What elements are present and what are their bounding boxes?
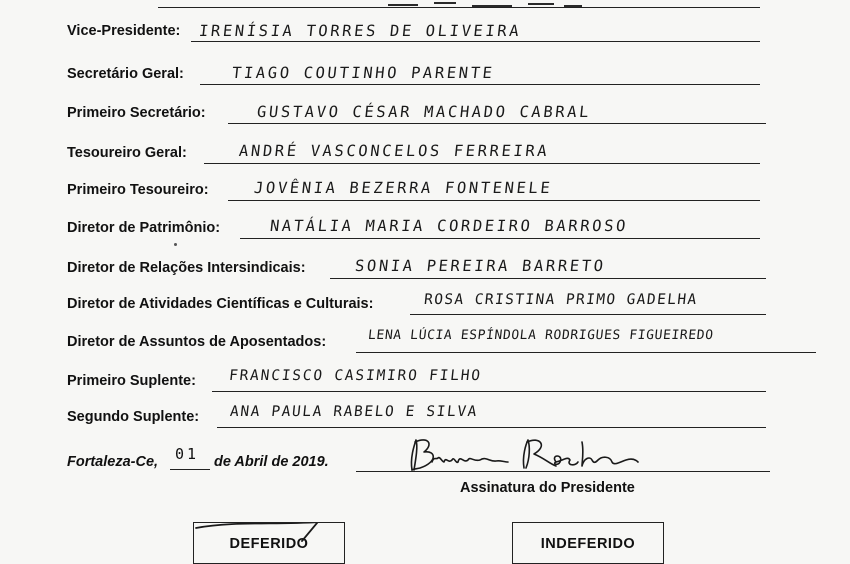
field-label: Segundo Suplente: <box>67 409 200 425</box>
row-primeiro-suplente <box>0 370 850 394</box>
handwritten-value: FRANCISCO CASIMIRO FILHO <box>228 368 483 384</box>
city-label: Fortaleza-Ce, <box>67 454 159 470</box>
field-label: Secretário Geral: <box>67 66 184 82</box>
president-signature <box>400 432 640 482</box>
row-vice-presidente <box>0 20 850 44</box>
field-label: Diretor de Atividades Científicas e Culturais: <box>67 296 374 312</box>
field-label: Vice-Presidente: <box>67 23 181 39</box>
row-secretario-geral <box>0 63 850 87</box>
cut-off-top-line <box>158 7 760 8</box>
rejected-box <box>512 522 664 564</box>
answer-line <box>191 41 760 42</box>
handwritten-value: ANA PAULA RABELO E SILVA <box>229 404 479 420</box>
signature-caption: Assinatura do Presidente <box>460 480 635 496</box>
answer-line <box>212 391 766 392</box>
field-label: Tesoureiro Geral: <box>67 145 187 161</box>
check-mark <box>194 523 344 563</box>
handwritten-value: NATÁLIA MARIA CORDEIRO BARROSO <box>269 217 629 235</box>
rejected-label: INDEFERIDO <box>540 536 636 552</box>
field-label: Primeiro Tesoureiro: <box>67 182 209 198</box>
handwritten-value: LENA LÚCIA ESPÍNDOLA RODRIGUES FIGUEIREDO <box>367 328 715 343</box>
answer-line <box>410 314 766 315</box>
row-primeiro-tesoureiro <box>0 179 850 203</box>
row-diretor-assuntos-aposentados <box>0 328 850 355</box>
handwritten-value: GUSTAVO CÉSAR MACHADO CABRAL <box>256 103 593 121</box>
handwritten-value: ANDRÉ VASCONCELOS FERREIRA <box>238 142 551 160</box>
month-year-label: de Abril de 2019. <box>214 454 329 470</box>
handwritten-value: SONIA PEREIRA BARRETO <box>354 257 607 275</box>
handwritten-value: TIAGO COUTINHO PARENTE <box>231 64 496 82</box>
answer-line <box>330 278 766 279</box>
handwritten-value: JOVÊNIA BEZERRA FONTENELE <box>253 179 554 197</box>
cut-off-handwriting <box>388 0 588 10</box>
answer-line <box>204 163 760 164</box>
approved-label: DEFERIDO <box>229 536 309 552</box>
row-tesoureiro-geral <box>0 142 850 166</box>
row-diretor-patrimonio <box>0 217 850 241</box>
answer-line <box>217 427 766 428</box>
field-label: Diretor de Assuntos de Aposentados: <box>67 334 327 350</box>
row-diretor-relacoes-intersindicais <box>0 257 850 281</box>
field-label: Diretor de Relações Intersindicais: <box>67 260 306 276</box>
row-primeiro-secretario <box>0 102 850 126</box>
field-label: Primeiro Secretário: <box>67 105 206 121</box>
answer-line <box>200 84 760 85</box>
handwritten-value: ROSA CRISTINA PRIMO GADELHA <box>423 292 699 308</box>
handwritten-value: IRENÍSIA TORRES DE OLIVEIRA <box>198 22 523 40</box>
scan-speck <box>174 243 177 246</box>
field-label: Primeiro Suplente: <box>67 373 196 389</box>
answer-line <box>228 200 760 201</box>
answer-line <box>240 238 760 239</box>
field-label: Diretor de Patrimônio: <box>67 220 221 236</box>
day-line <box>170 469 210 470</box>
handwritten-day: 01 <box>175 445 200 463</box>
answer-line <box>356 352 816 353</box>
approved-box <box>193 522 345 564</box>
row-segundo-suplente <box>0 406 850 430</box>
answer-line <box>228 123 766 124</box>
row-diretor-atividades-cientificas <box>0 293 850 317</box>
